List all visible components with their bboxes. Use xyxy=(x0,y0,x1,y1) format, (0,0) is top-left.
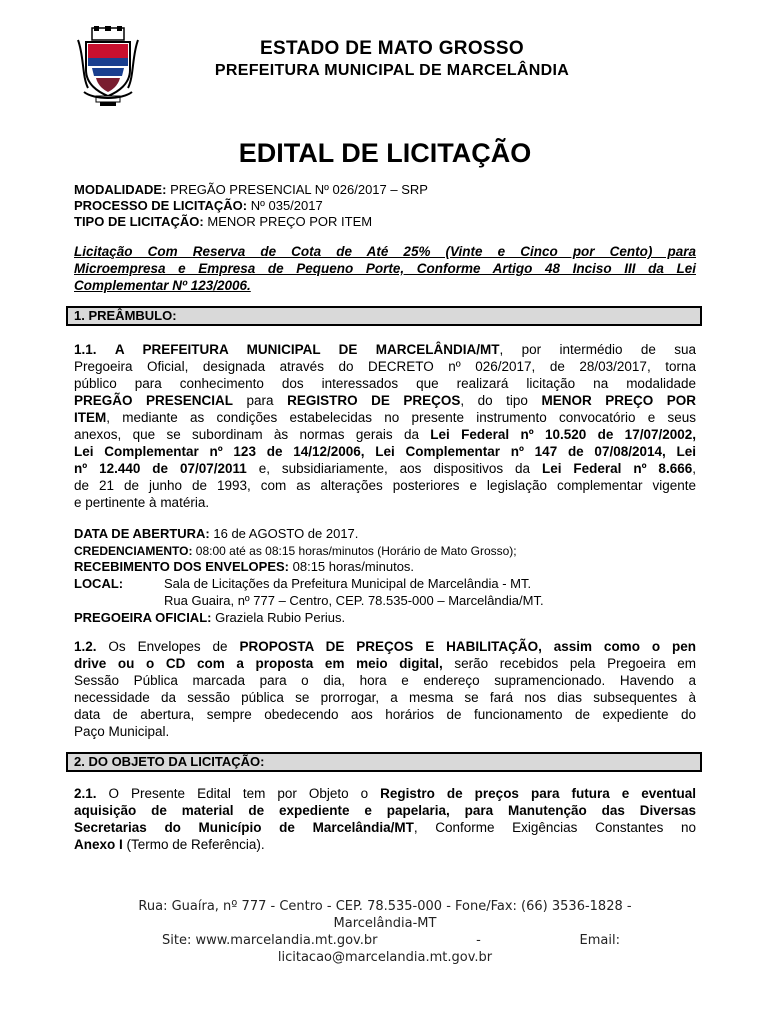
footer-email: licitacao@marcelandia.mt.gov.br xyxy=(277,950,493,965)
p11-anexos: anexos, que se subordinam às normas gerais da xyxy=(74,427,431,442)
abertura-line xyxy=(74,526,358,542)
modalidade-label: MODALIDADE: xyxy=(74,182,167,197)
p21-secretarias: Secretarias do Município de Marcelândia/MT xyxy=(74,820,414,835)
p21-aquisicao: aquisição de material de expediente e papelaria, para Manutenção das Diversas xyxy=(74,803,696,818)
p11-lei-12440: nº 12.440 de 07/07/2011 xyxy=(74,461,247,476)
p11-para: para xyxy=(233,393,288,408)
p12-line-3: Sessão Pública marcada para o dia, hora e endereço supramencionado. Havendo a xyxy=(74,673,696,688)
footer-email-label: Email: xyxy=(579,933,620,948)
p11-pregao: PREGÃO PRESENCIAL xyxy=(74,393,234,408)
section-preambulo-heading: 1. PREÂMBULO: xyxy=(66,306,702,326)
processo-line xyxy=(74,198,323,214)
document-title: EDITAL DE LICITAÇÃO xyxy=(238,138,532,168)
paragraph-1-1 xyxy=(74,341,696,511)
recebimento-value: 08:15 horas/minutos. xyxy=(289,559,415,574)
p11-tipo: , do tipo xyxy=(460,393,542,408)
p11-item: ITEM xyxy=(74,410,107,425)
reserve-line-3: Complementar Nº 123/2006. xyxy=(74,278,251,293)
pregoeira-line xyxy=(74,610,345,626)
municipal-coat-of-arms-icon xyxy=(74,26,142,110)
processo-label: PROCESSO DE LICITAÇÃO: xyxy=(74,198,248,213)
state-heading: ESTADO DE MATO GROSSO xyxy=(260,38,524,59)
footer-address: Rua: Guaíra, nº 777 - Centro - CEP. 78.535-000 - Fone/Fax: (66) 3536-1828 - xyxy=(138,899,632,914)
recebimento-label: RECEBIMENTO DOS ENVELOPES: xyxy=(74,559,290,574)
p21-bold-1: Registro de preços para futura e eventual xyxy=(380,786,696,801)
p11-line-7 xyxy=(74,443,696,460)
processo-value: Nº 035/2017 xyxy=(250,198,323,213)
p11-leis-complementares: Lei Complementar nº 123 de 14/12/2006, Lei Complementar nº 147 de 07/08/2014, Lei xyxy=(74,444,696,459)
p12-line-5: data de abertura, sempre obedecendo aos horários de funcionamento de expediente do xyxy=(74,707,696,722)
reserve-notice xyxy=(74,243,696,294)
p12-line-4: necessidade da sessão pública se prorrogar, a mesma se fará nos dias subsequentes à xyxy=(74,690,696,705)
p12-line-2 xyxy=(74,655,696,672)
tipo-label: TIPO DE LICITAÇÃO: xyxy=(74,214,204,229)
p11-line-1 xyxy=(74,341,696,358)
p12-pen-drive: drive ou o CD com a proposta em meio digital, xyxy=(74,656,443,671)
p11-menor-preco: MENOR PREÇO POR xyxy=(541,393,696,408)
p11-subsidiariamente: e, subsidiariamente, aos dispositivos da xyxy=(246,461,542,476)
p11-lei-8666: Lei Federal nº 8.666 xyxy=(541,461,693,476)
p21-line-1 xyxy=(74,785,696,802)
p12-bold-1: PROPOSTA DE PREÇOS E HABILITAÇÃO, assim como o pen xyxy=(239,639,696,654)
p12-number: 1.2. xyxy=(74,639,97,654)
municipality-heading: PREFEITURA MUNICIPAL DE MARCELÂNDIA xyxy=(214,62,570,79)
local-address-1: Sala de Licitações da Prefeitura Municipal de Marcelândia - MT. xyxy=(164,576,532,591)
footer-site: Site: www.marcelandia.mt.gov.br xyxy=(162,933,378,948)
paragraph-2-1 xyxy=(74,785,696,853)
p11-lei-10520: Lei Federal nº 10.520 de 17/07/2002, xyxy=(430,427,697,442)
local-line xyxy=(74,576,123,592)
modalidade-line xyxy=(74,182,428,198)
p11-line-2: Pregoeira Oficial, designada através do DECRETO nº 026/2017, de 28/03/2017, torna xyxy=(74,359,696,374)
p21-number: 2.1. xyxy=(74,786,97,801)
pregoeira-value: Graziela Rubio Perius. xyxy=(211,610,346,625)
reserve-line-1: Licitação Com Reserva de Cota de Até 25% (Vinte e Cinco por Cento) para xyxy=(74,244,696,259)
p12-recebidos: serão recebidos pela Pregoeira em xyxy=(442,656,696,671)
local-label: LOCAL: xyxy=(74,576,124,591)
p11-registro: REGISTRO DE PREÇOS xyxy=(287,393,461,408)
credenciamento-value: 08:00 até as 08:15 horas/minutos (Horário de Mato Grosso); xyxy=(192,544,517,558)
p21-line-4 xyxy=(74,836,696,853)
p21-line-2 xyxy=(74,802,696,819)
abertura-label: DATA DE ABERTURA: xyxy=(74,526,210,541)
p21-anexo: Anexo I xyxy=(74,837,123,852)
local-address-2: Rua Guaira, nº 777 – Centro, CEP. 78.535-000 – Marcelândia/MT. xyxy=(164,593,544,608)
tipo-line xyxy=(74,214,372,230)
p11-bold-1: A PREFEITURA MUNICIPAL DE MARCELÂNDIA/MT xyxy=(114,342,500,357)
p11-line-8 xyxy=(74,460,696,477)
p11-line-6 xyxy=(74,426,696,443)
footer-city: Marcelândia-MT xyxy=(333,916,437,931)
p11-line-9: de 21 de junho de 1993, com as alterações posteriores e legislação complementar vigente xyxy=(74,478,696,493)
recebimento-line xyxy=(74,559,414,575)
credenciamento-label: CREDENCIAMENTO: xyxy=(74,544,193,558)
p11-line-3: público para conhecimento dos interessados que realizará licitação na modalidade xyxy=(74,376,696,391)
p21-line-3 xyxy=(74,819,696,836)
page-footer xyxy=(90,898,680,966)
abertura-value: 16 de AGOSTO de 2017. xyxy=(209,526,359,541)
p21-text-1: O Presente Edital tem por Objeto o xyxy=(96,786,381,801)
p11-line-4 xyxy=(74,392,696,409)
tipo-value: MENOR PREÇO POR ITEM xyxy=(207,214,373,229)
reserve-line-2: Microempresa e Empresa de Pequeno Porte, Conforme Artigo 48 Inciso III da Lei xyxy=(74,261,696,276)
pregoeira-label: PREGOEIRA OFICIAL: xyxy=(74,610,212,625)
section-objeto-heading: 2. DO OBJETO DA LICITAÇÃO: xyxy=(66,752,702,772)
p12-line-6: Paço Municipal. xyxy=(74,724,170,739)
p11-line-5 xyxy=(74,409,696,426)
p11-line-10: e pertinente à matéria. xyxy=(74,495,210,510)
modalidade-value: PREGÃO PRESENCIAL Nº 026/2017 – SRP xyxy=(170,182,428,197)
p11-number: 1.1. xyxy=(74,342,97,357)
footer-contact-line xyxy=(90,932,680,949)
p12-text-1: Os Envelopes de xyxy=(96,639,240,654)
p11-text-1: , por intermédio de sua xyxy=(499,342,696,357)
footer-separator: - xyxy=(476,933,481,948)
credenciamento-line xyxy=(74,543,517,559)
paragraph-1-2 xyxy=(74,638,696,740)
p11-comma: , xyxy=(692,461,696,476)
p21-exigencias: , Conforme Exigências Constantes no xyxy=(413,820,697,835)
p11-mediante: , mediante as condições estabelecidas no presente instrumento convocatório e seus xyxy=(106,410,696,425)
p12-line-1 xyxy=(74,638,696,655)
p21-termo: (Termo de Referência). xyxy=(122,837,265,852)
